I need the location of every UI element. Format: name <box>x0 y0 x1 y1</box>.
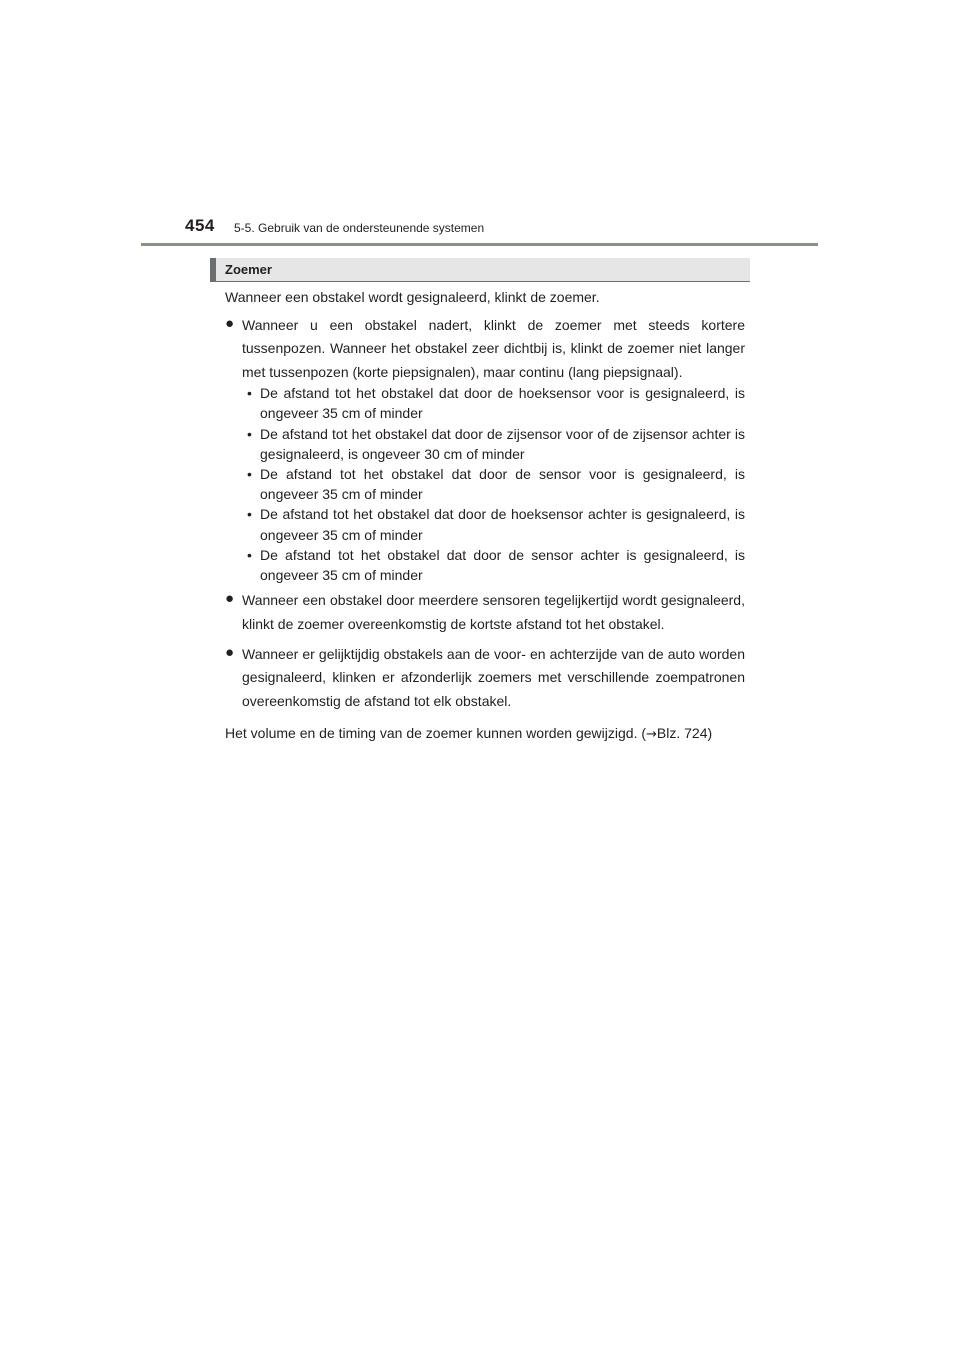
sub-item-text: De afstand tot het obstakel dat door de sensor achter is gesignaleerd, is ongeveer 35 cm of minder <box>260 546 745 584</box>
bullet-dot-icon: ● <box>225 315 235 332</box>
sub-bullet-icon: • <box>247 385 252 402</box>
sub-item-text: De afstand tot het obstakel dat door de hoeksensor voor is gesignaleerd, is ongeveer 35 cm of minder <box>260 385 745 422</box>
sub-list-item <box>242 383 745 423</box>
sub-item-text: De afstand tot het obstakel dat door de hoeksensor achter is gesignaleerd, is ongeveer 35 cm of minder <box>260 506 745 543</box>
sub-item-text: De afstand tot het obstakel dat door de zijsensor voor of de zijsensor achter is gesignaleerd, is ongeveer 30 cm of minder <box>260 425 745 462</box>
section-title: Zoemer <box>225 262 272 277</box>
arrow-right-icon: → <box>646 727 657 743</box>
bullet-item <box>225 314 745 585</box>
bullet-text: Wanneer er gelijktijdig obstakels aan de voor- en achterzijde van de auto worden gesignaleerd, klinken er afzonderlijk zoemers met verschillende zoempatronen overeenkomstig de afstand tot elk obstakel. <box>242 646 745 709</box>
sub-list <box>242 383 745 585</box>
sub-list-item <box>242 545 745 585</box>
bullet-item <box>225 643 745 713</box>
intro-paragraph: Wanneer een obstakel wordt gesignaleerd, klinkt de zoemer. <box>225 289 600 305</box>
sub-list-item <box>242 464 745 504</box>
closing-paragraph <box>225 722 745 746</box>
sub-bullet-icon: • <box>247 425 252 442</box>
page-reference-link[interactable]: Blz. 724) <box>656 725 713 742</box>
sub-list-item <box>242 504 745 544</box>
header-rule <box>141 243 818 246</box>
page-number: 454 <box>185 216 215 235</box>
sub-bullet-icon: • <box>247 506 252 523</box>
section-content <box>225 287 745 754</box>
sub-list-item <box>242 424 745 464</box>
bullet-item <box>225 589 745 636</box>
sub-bullet-icon: • <box>247 466 252 483</box>
bullet-dot-icon: ● <box>225 644 235 662</box>
section-heading-bar <box>210 258 750 282</box>
section-bar-accent <box>210 258 216 281</box>
bullet-text: Wanneer u een obstakel nadert, klinkt de zoemer met steeds kortere tussenpozen. Wanneer het obstakel zeer dichtbij is, klinkt de zoemer niet langer met tussenpozen (korte piepsignalen), maar continu (lang piepsignaal). <box>242 317 745 380</box>
chapter-title: 5-5. Gebruik van de ondersteunende systemen <box>234 221 485 235</box>
bullet-text: Wanneer een obstakel door meerdere sensoren tegelijkertijd wordt gesignaleerd, klinkt de zoemer overeenkomstig de kortste afstand tot het obstakel. <box>242 592 745 632</box>
sub-bullet-icon: • <box>247 546 252 563</box>
bullet-dot-icon: ● <box>225 590 235 608</box>
sub-item-text: De afstand tot het obstakel dat door de sensor voor is gesignaleerd, is ongeveer 35 cm of minder <box>260 466 745 503</box>
closing-text: Het volume en de timing van de zoemer kunnen worden gewijzigd. ( <box>225 725 647 742</box>
